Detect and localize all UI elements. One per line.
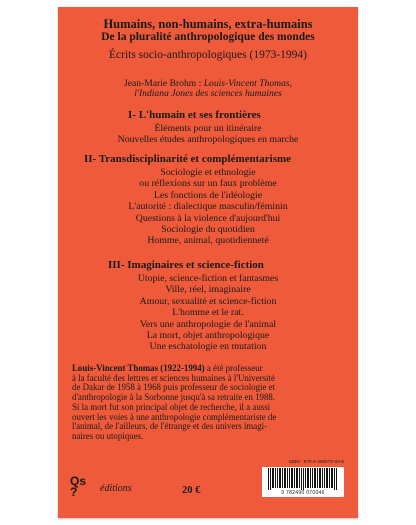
book-subtitle-line: De la pluralité anthropologique des mondes xyxy=(101,31,315,43)
toc-item: Amour, sexualité et science-fiction xyxy=(139,295,277,307)
book-subtitle: Écrits socio-anthropologiques (1973-1994) xyxy=(108,49,307,61)
toc-item: Les fonctions de l'idéologie xyxy=(153,189,263,201)
toc-item: Homme, animal, quotidienneté xyxy=(147,235,269,247)
publisher-name: éditions xyxy=(100,483,132,494)
bio-author-name: Louis-Vincent Thomas (1922-1994) xyxy=(72,363,205,373)
toc-item: Ville, réel, imaginaire xyxy=(165,284,251,296)
section-heading-2: II- Transdisciplinarité et complémentarisme xyxy=(84,153,292,165)
toc-item: L'autorité : dialectique masculin/féminin xyxy=(128,201,288,213)
bio-line: d'anthropologie à la Sorbonne jusqu'à sa retraite en 1988. xyxy=(72,392,276,403)
bio-line: ouvert les voies à une anthropologie complémentariste de xyxy=(72,411,277,422)
toc-item: La mort, objet anthropologique xyxy=(146,330,270,342)
toc-item: Vers une anthropologie de l'animal xyxy=(139,318,277,330)
preface-author: Jean-Marie Brohm : xyxy=(124,78,202,89)
section-3-items xyxy=(58,273,358,353)
section-1-items xyxy=(58,123,358,146)
isbn-text: ISBN : 978-2-490070-04-6 xyxy=(288,459,344,464)
preface-title-part1: Louis-Vincent Thomas, xyxy=(203,78,292,89)
toc-item: ou réflexions sur un faux problème xyxy=(139,178,277,190)
section-heading-1: I- L'humain et ses frontières xyxy=(128,109,261,121)
toc-item: Une eschatologie en mutation xyxy=(149,341,267,353)
toc-item: Nouvelles études anthropologiques en marche xyxy=(117,134,299,146)
toc-item: L'homme et le rat. xyxy=(172,307,244,319)
bio-line: l'animal, de l'ailleurs, de l'étrange et des univers imagi- xyxy=(72,421,268,432)
publisher-logo-icon: Qs ? xyxy=(70,474,87,499)
section-2-items xyxy=(58,167,358,247)
bio-line: Si la mort fut son principal objet de recherche, il a aussi xyxy=(72,401,271,412)
preface-credit xyxy=(58,79,358,99)
toc-item: Sociologie du quotidien xyxy=(161,224,255,236)
author-bio xyxy=(72,364,344,442)
bio-line: de Dakar de 1958 à 1968 puis professeur de sociologie et xyxy=(72,382,276,393)
toc-item: Éléments pour un itinéraire xyxy=(154,123,262,134)
toc-item: Sociologie et ethnologie xyxy=(160,167,256,178)
preface-title-part2: l'Indiana Jones des sciences humaines xyxy=(134,88,282,99)
bio-line: naires ou utopiques. xyxy=(72,430,144,441)
barcode-digits: 9 782490 070046 xyxy=(281,490,325,496)
barcode xyxy=(262,467,344,497)
section-heading-3: III- Imaginaires et science-fiction xyxy=(108,259,264,271)
bio-line: à la faculté des lettres et sciences humaines à l'Université xyxy=(72,372,275,383)
toc-item: Questions à la violence d'aujourd'hui xyxy=(135,212,281,224)
book-title: Humains, non-humains, extra-humains xyxy=(103,17,313,31)
price: 20 € xyxy=(182,485,201,496)
toc-item: Utopie, science-fiction et fantasmes xyxy=(137,273,279,284)
back-cover xyxy=(58,7,358,518)
bio-line: a été professeur xyxy=(204,363,263,373)
